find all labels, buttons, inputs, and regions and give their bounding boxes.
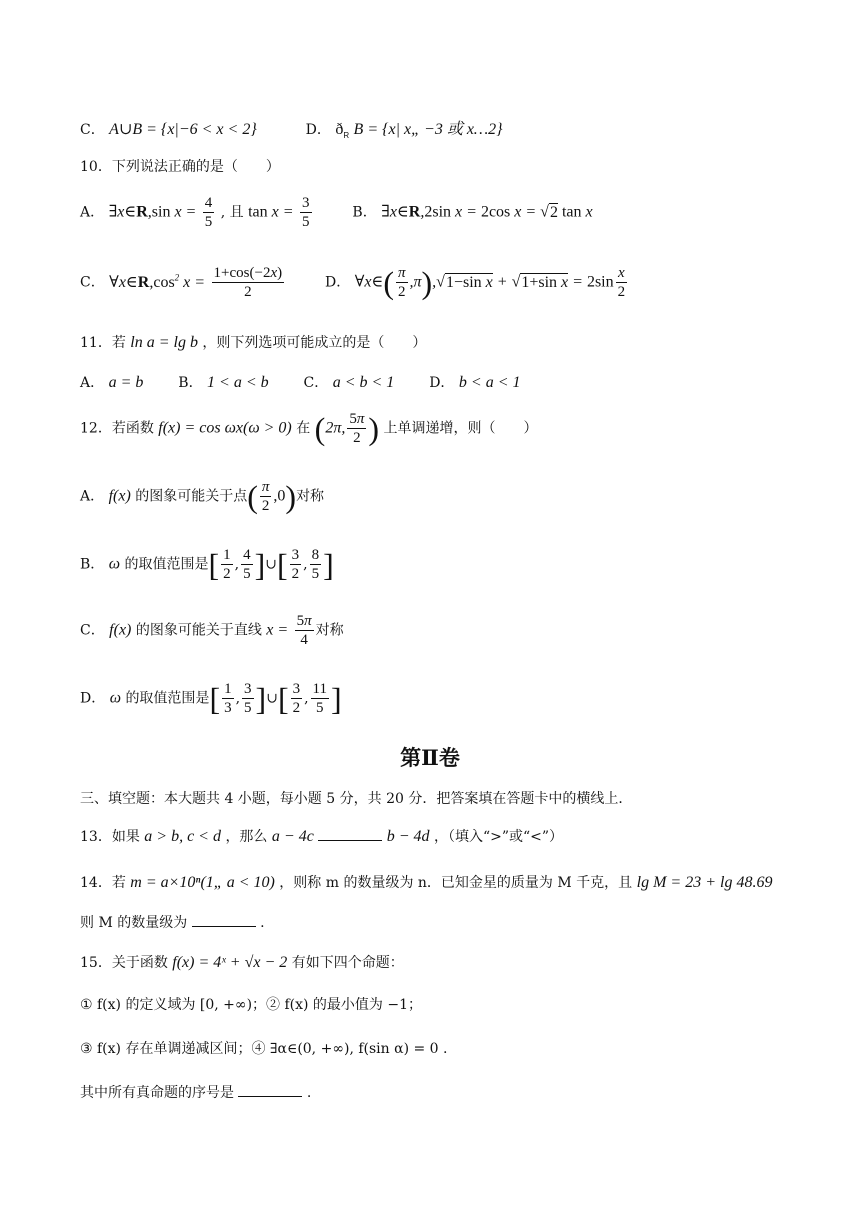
q9-optD-complement: ð: [335, 121, 344, 138]
q12-optA: A． f(x) 的图象可能关于点( $\frac{\pi}{2}$ ,0)对称: [80, 478, 325, 515]
q10-optA-label: A．: [80, 204, 105, 221]
q9-optC-label: C．: [80, 122, 105, 138]
q11-stem-math: ln a = lg b: [130, 334, 198, 351]
fraction-cos-identity: $\frac{1+\cos(-2x)}{2}$: [213, 265, 283, 300]
q13-answer-blank[interactable]: [318, 828, 382, 841]
q12-stem: 12．若函数 f(x) = cos ωx(ω > 0) 在 (2π, $\frac{5\pi}{2}$ ) 上单调递增，则（ ）: [80, 410, 538, 447]
q12-optD: D． ω 的取值范围是[ $\frac{1}{3}$ , $\frac{3}{5}$ ]∪[ $\frac{3}{2}$ , $\frac{11}{5}$ ]: [80, 680, 342, 717]
q10-optD-label: D．: [325, 274, 351, 291]
q11-optB-label: B．: [178, 375, 203, 391]
q12-optC: C． f(x) 的图象可能关于直线 x = $\frac{5\pi}{4}$ 对称: [80, 613, 344, 648]
q12-optB: B． ω 的取值范围是[ $\frac{1}{2}$ , $\frac{4}{5}$ ]∪[ $\frac{3}{2}$ , $\frac{8}{5}$ ]: [80, 546, 334, 583]
q15-answer-blank[interactable]: [238, 1084, 302, 1097]
fraction-4-5: $\frac{4}{5}$: [204, 195, 213, 230]
q11-optB-text: 1 < a < b: [207, 374, 269, 391]
q15-final: 其中所有真命题的序号是 .: [80, 1085, 312, 1101]
q13: 13．如果 a > b, c < d ，那么 a − 4c b − 4d ，（填入“>”或“<”）: [80, 828, 564, 845]
q15-propositions-1-2: ① f(x) 的定义域为 [0, +∞)；② f(x) 的最小值为 −1；: [80, 997, 423, 1013]
q11-options: [80, 372, 520, 392]
q14-line2: 则 M 的数量级为 .: [80, 915, 265, 931]
q11-optA-text: a = b: [108, 374, 144, 391]
q12-stem-math: f(x) = cos ωx(ω > 0): [158, 419, 292, 437]
q9-options-line: C． A∪B = {x|−6 < x < 2} D． $ð_R$ B = {x| x„ −3 或 x…2}: [80, 121, 503, 140]
q10-optC-D-line: C． $\forall x\in R,\cos^2$ x = $\frac{1+\cos(-2x)}{2}$ D． ∀x∈( $\frac{\pi}{2}$ ,π),√1−sin x + √1+sin x = 2sin $\frac{x}{2}$: [80, 264, 626, 301]
q11-optD-text: b < a < 1: [458, 374, 521, 391]
q10-optC-label: C．: [80, 274, 105, 291]
q10-optB-label: B．: [352, 204, 377, 221]
q10-optA-B-line: A． ∃x∈R,sin x = $\frac{4}{5}$ , 且 tan x = $\frac{3}{5}$ B． ∃x∈R,2sin x = 2cos x = √2 tan x: [80, 195, 593, 230]
section-title: 第Ⅱ卷: [400, 745, 460, 770]
q14-answer-blank[interactable]: [192, 914, 256, 927]
fraction-3-5: $\frac{3}{5}$: [302, 195, 310, 230]
q11-stem: 11．若 ln a = lg b ，则下列选项可能成立的是（ ）: [80, 334, 427, 351]
q14-line1: 14．若 m = a×10ⁿ(1„ a < 10) ，则称 m 的数量级为 n．已知金星的质量为 M 千克，且 lg M = 23 + lg 48.69: [80, 874, 773, 891]
q11-optD-label: D．: [429, 375, 455, 391]
q15-stem: 15．关于函数 f(x) = 4ˣ + √x − 2 有如下四个命题：: [80, 954, 404, 971]
q9-optD-text: B = {x| x„ −3 或 x…2}: [353, 121, 503, 138]
q9-optC-text: A∪B = {x|−6 < x < 2}: [109, 121, 257, 138]
q11-optC-text: a < b < 1: [332, 374, 395, 391]
q11-optA-label: A．: [80, 375, 105, 391]
section-intro: 三、填空题：本大题共 4 小题，每小题 5 分，共 20 分．把答案填在答题卡中的横线上．: [80, 791, 633, 807]
q11-optC-label: C．: [303, 375, 329, 391]
q10-stem: 10．下列说法正确的是（ ）: [80, 159, 280, 175]
q9-optD-label: D．: [305, 122, 331, 138]
q15-propositions-3-4: ③ f(x) 存在单调递减区间；④ ∃α∈(0, +∞), f(sin α) = 0 .: [80, 1041, 448, 1057]
